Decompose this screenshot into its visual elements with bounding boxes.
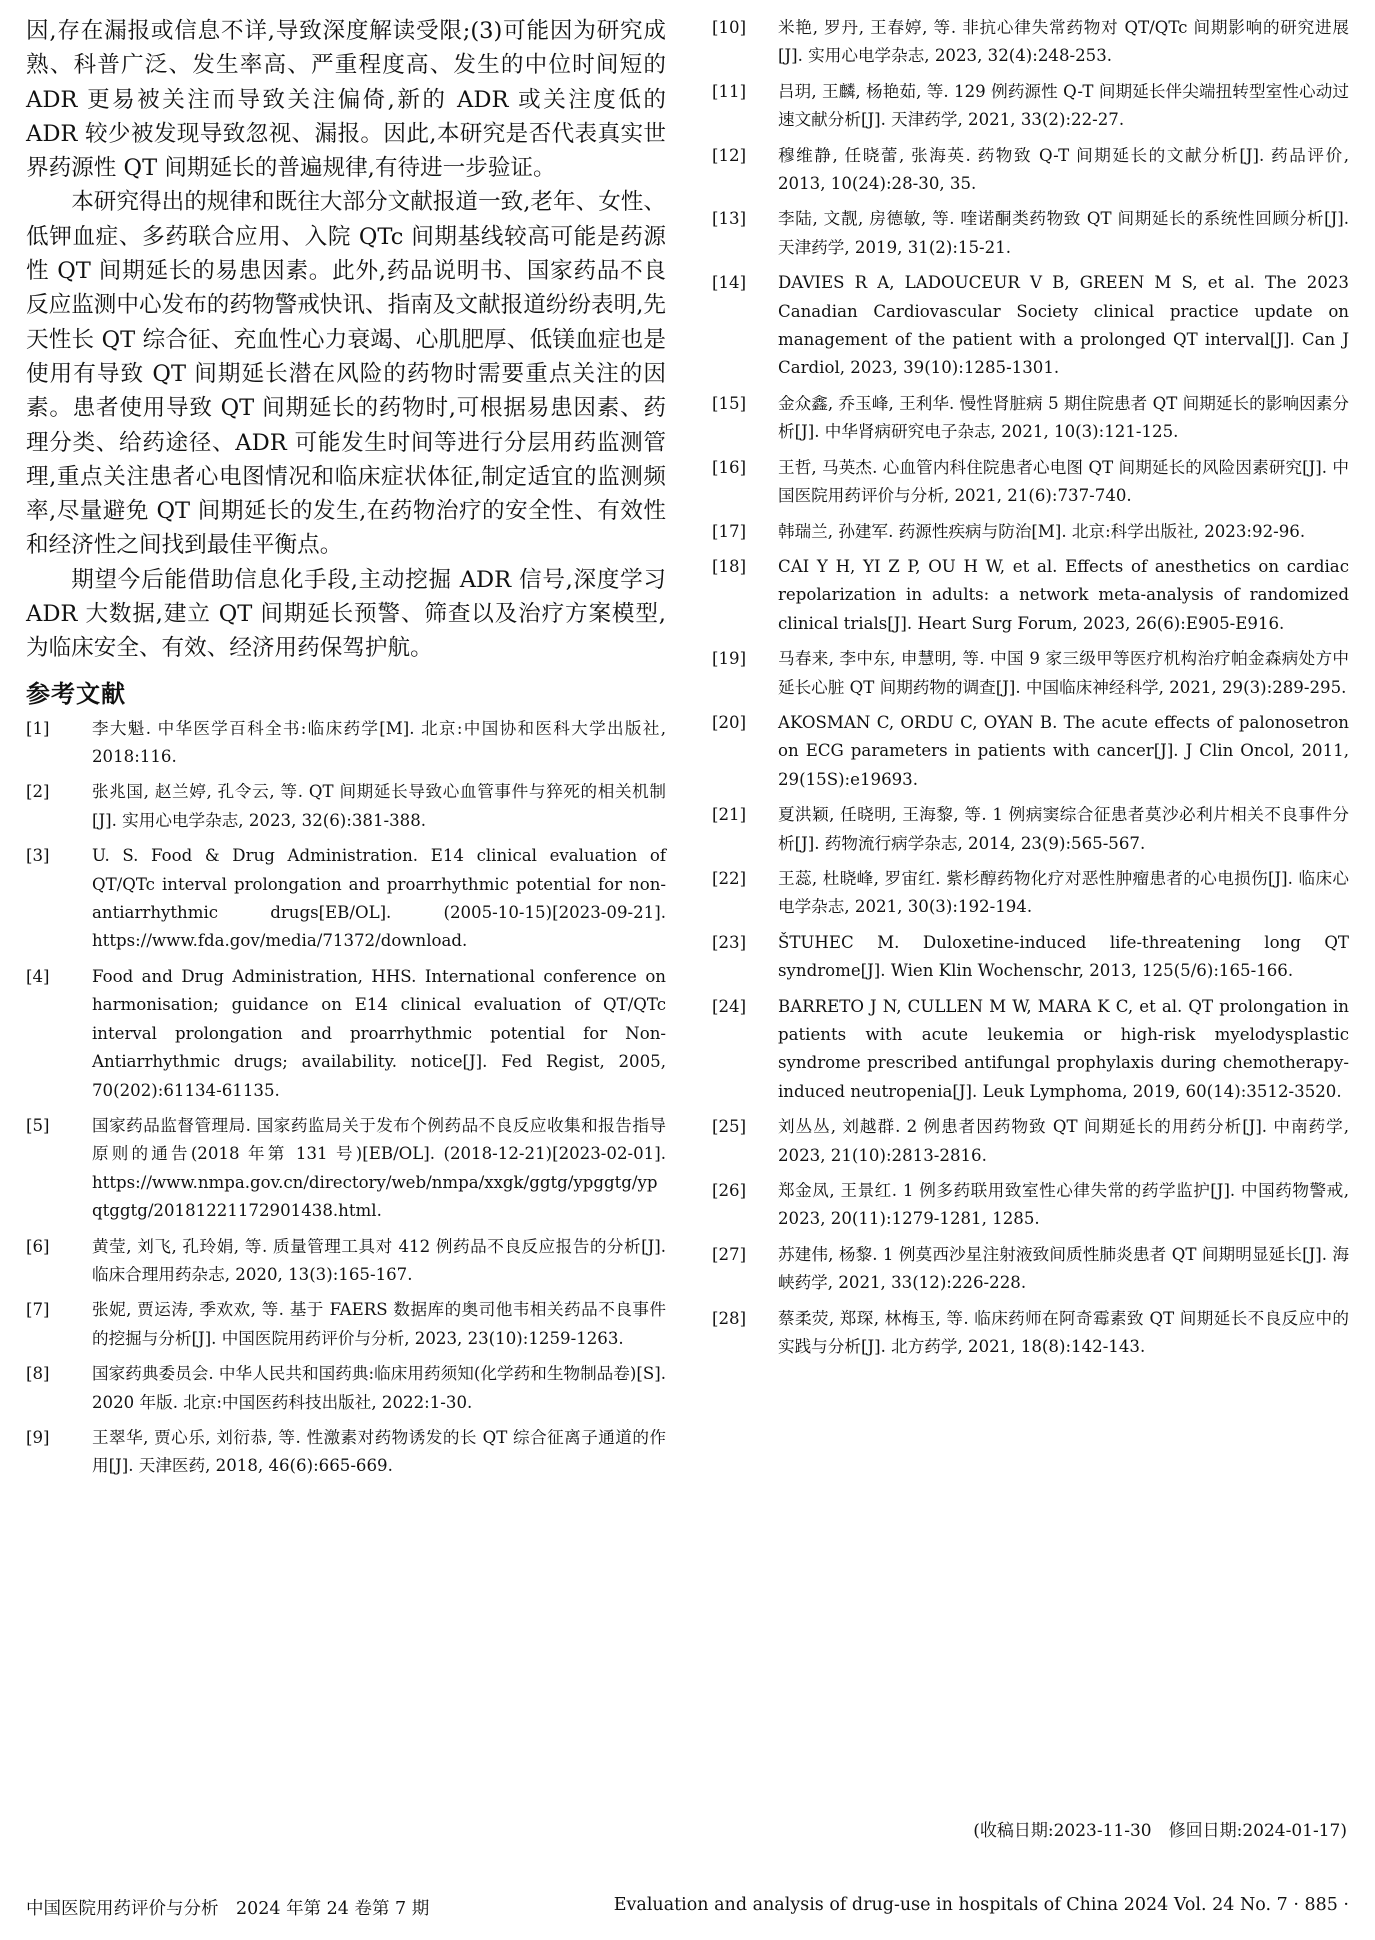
reference-text: 金众鑫, 乔玉峰, 王利华. 慢性肾脏病 5 期住院患者 QT 间期延长的影响因素分析[J]. 中华肾病研究电子杂志, 2021, 10(3):121-125. <box>778 393 1349 442</box>
reference-number: [25] <box>712 1117 747 1137</box>
reference-number: [16] <box>712 457 747 477</box>
references-list-left <box>26 715 666 1481</box>
reference-item <box>26 778 666 835</box>
reference-number: [4] <box>26 966 50 986</box>
paragraph: 本研究得出的规律和既往大部分文献报道一致,老年、女性、低钾血症、多药联合应用、入院 QTc 间期基线较高可能是药源性 QT 间期延长的易患因素。此外,药品说明书、国家药品不良反应监测中心发布的药物警戒快讯、指南及文献报道纷纷表明,先天性长 QT 综合征、充血性心力衰竭、心肌肥厚、低镁血症也是使用有导致 QT 间期延长潜在风险的药物时需要重点关注的因素。患者使用导致 QT 间期延长的药物时,可根据易患因素、药理分类、给药途径、ADR 可能发生时间等进行分层用药监测管理,重点关注患者心电图情况和临床症状体征,制定适宜的监测频率,尽量避免 QT 间期延长的发生,在药物治疗的安全性、有效性和经济性之间找到最佳平衡点。 <box>26 189 666 559</box>
reference-number: [2] <box>26 782 50 802</box>
reference-text: 刘丛丛, 刘越群. 2 例患者因药物致 QT 间期延长的用药分析[J]. 中南药学, 2023, 21(10):2813-2816. <box>778 1117 1349 1165</box>
reference-text: 王翠华, 贾心乐, 刘衍恭, 等. 性激素对药物诱发的长 QT 综合征离子通道的作用[J]. 天津医药, 2018, 46(6):665-669. <box>92 1427 666 1476</box>
reference-number: [9] <box>26 1427 50 1447</box>
reference-text: 国家药品监督管理局. 国家药监局关于发布个例药品不良反应收集和报告指导原则的通告(2018 年第 131 号)[EB/OL]. (2018-12-21)[2023-02-01]. https://www.nmpa.gov.cn/directory/web/nmpa/xxgk/ggtg/ypggtg/ypqtggtg/20181221172901438.html. <box>92 1115 666 1221</box>
reference-number: [22] <box>712 868 747 888</box>
reference-item <box>712 645 1349 702</box>
reference-item <box>712 14 1349 71</box>
reference-item <box>712 993 1349 1107</box>
reference-text: AKOSMAN C, ORDU C, OYAN B. The acute effects of palonosetron on ECG parameters in patients with cancer[J]. J Clin Oncol, 2011, 29(15S):e19693. <box>778 712 1349 789</box>
reference-text: 吕玥, 王麟, 杨艳茹, 等. 129 例药源性 Q-T 间期延长伴尖端扭转型室性心动过速文献分析[J]. 天津药学, 2021, 33(2):22-27. <box>778 81 1349 130</box>
reference-number: [26] <box>712 1181 747 1201</box>
reference-text: CAI Y H, YI Z P, OU H W, et al. Effects of anesthetics on cardiac repolarization in adults: a network meta-analysis of randomized clinical trials[J]. Heart Surg Forum, 2023, 26(6):E905-E916. <box>778 556 1349 633</box>
reference-number: [7] <box>26 1300 50 1320</box>
reference-number: [5] <box>26 1115 50 1135</box>
reference-text: 苏建伟, 杨黎. 1 例莫西沙星注射液致间质性肺炎患者 QT 间期明显延长[J]. 海峡药学, 2021, 33(12):226-228. <box>778 1244 1349 1293</box>
reference-text: 米艳, 罗丹, 王春婷, 等. 非抗心律失常药物对 QT/QTc 间期影响的研究进展[J]. 实用心电学杂志, 2023, 32(4):248-253. <box>778 18 1349 66</box>
reference-number: [18] <box>712 556 747 576</box>
reference-number: [28] <box>712 1308 747 1328</box>
reference-text: BARRETO J N, CULLEN M W, MARA K C, et al. QT prolongation in patients with acute leukemia or high-risk myelodysplastic syndrome prescribed antifungal prophylaxis during chemotherapy-induced neutropenia[J]. Leuk Lymphoma, 2019, 60(14):3512-3520. <box>778 996 1349 1101</box>
reference-number: [6] <box>26 1236 50 1256</box>
reference-number: [3] <box>26 846 50 866</box>
page-footer <box>26 1895 1349 1925</box>
reference-text: 国家药典委员会. 中华人民共和国药典:临床用药须知(化学药和生物制品卷)[S]. 2020 年版. 北京:中国医药科技出版社, 2022:1-30. <box>92 1364 666 1412</box>
reference-text: 黄莹, 刘飞, 孔玲娟, 等. 质量管理工具对 412 例药品不良反应报告的分析[J]. 临床合理用药杂志, 2020, 13(3):165-167. <box>92 1236 666 1284</box>
reference-text: 蔡柔荧, 郑琛, 林梅玉, 等. 临床药师在阿奇霉素致 QT 间期延长不良反应中的实践与分析[J]. 北方药学, 2021, 18(8):142-143. <box>778 1308 1349 1357</box>
reference-number: [17] <box>712 521 747 541</box>
reference-text: Food and Drug Administration, HHS. International conference on harmonisation; guidance on E14 clinical evaluation of QT/QTc interval prolongation and proarrhythmic potential for Non-Antiarrhythmic drugs; availability. notice[J]. Fed Regist, 2005, 70(202):61134-61135. <box>92 966 666 1100</box>
reference-text: 王哲, 马英杰. 心血管内科住院患者心电图 QT 间期延长的风险因素研究[J]. 中国医院用药评价与分析, 2021, 21(6):737-740. <box>778 457 1349 506</box>
reference-item <box>712 1177 1349 1234</box>
reference-number: [1] <box>26 718 50 738</box>
reference-number: [19] <box>712 649 747 669</box>
reference-item <box>712 269 1349 383</box>
reference-text: 李大魁. 中华医学百科全书:临床药学[M]. 北京:中国协和医科大学出版社, 2018:116. <box>92 718 666 767</box>
reference-item <box>712 390 1349 447</box>
reference-number: [23] <box>712 932 747 952</box>
reference-item <box>712 1305 1349 1362</box>
right-column <box>712 14 1349 1368</box>
reference-number: [8] <box>26 1364 50 1384</box>
reference-text: 张妮, 贾运涛, 季欢欢, 等. 基于 FAERS 数据库的奥司他韦相关药品不良事件的挖掘与分析[J]. 中国医院用药评价与分析, 2023, 23(10):1259-1263. <box>92 1300 666 1348</box>
reference-number: [15] <box>712 393 747 413</box>
reference-item <box>712 518 1349 546</box>
reference-item <box>26 1112 666 1226</box>
footer-journal-cn: 中国医院用药评价与分析 2024 年第 24 卷第 7 期 <box>26 1899 430 1919</box>
reference-item <box>712 142 1349 199</box>
reference-item <box>712 78 1349 135</box>
reference-text: 穆维静, 任晓蕾, 张海英. 药物致 Q-T 间期延长的文献分析[J]. 药品评价, 2013, 10(24):28-30, 35. <box>778 145 1349 194</box>
reference-item <box>26 1424 666 1481</box>
reference-text: ŠTUHEC M. Duloxetine-induced life-threatening long QT syndrome[J]. Wien Klin Wochenschr, 2013, 125(5/6):165-166. <box>778 932 1349 981</box>
reference-item <box>26 1233 666 1290</box>
paragraph: 因,存在漏报或信息不详,导致深度解读受限;(3)可能因为研究成熟、科普广泛、发生率高、严重程度高、发生的中位时间短的 ADR 更易被关注而导致关注偏倚,新的 ADR 或关注度低的 ADR 较少被发现导致忽视、漏报。因此,本研究是否代表真实世界药源性 QT 间期延长的普遍规律,有待进一步验证。 <box>26 18 666 182</box>
reference-text: U. S. Food & Drug Administration. E14 clinical evaluation of QT/QTc interval prolongation and proarrhythmic potential for non-antiarrhythmic drugs[EB/OL]. (2005-10-15)[2023-09-21]. https://www.fda.gov/media/71372/download. <box>92 846 666 951</box>
reference-number: [24] <box>712 996 747 1016</box>
reference-text: 张兆国, 赵兰婷, 孔令云, 等. QT 间期延长导致心血管事件与猝死的相关机制[J]. 实用心电学杂志, 2023, 32(6):381-388. <box>92 782 666 830</box>
body-text <box>26 14 666 666</box>
reference-item <box>712 553 1349 638</box>
footer-journal-en: Evaluation and analysis of drug-use in hospitals of China 2024 Vol. 24 No. 7 · 885 · <box>613 1895 1349 1915</box>
reference-text: DAVIES R A, LADOUCEUR V B, GREEN M S, et al. The 2023 Canadian Cardiovascular Society clinical practice update on management of the patient with a prolonged QT interval[J]. Can J Cardiol, 2023, 39(10):1285-1301. <box>778 273 1349 378</box>
reference-number: [27] <box>712 1244 747 1264</box>
reference-text: 马春来, 李中东, 申慧明, 等. 中国 9 家三级甲等医疗机构治疗帕金森病处方中延长心脏 QT 间期药物的调查[J]. 中国临床神经科学, 2021, 29(3):289-295. <box>778 649 1349 697</box>
left-column <box>26 14 666 1488</box>
reference-number: [21] <box>712 805 747 825</box>
paragraph: 期望今后能借助信息化手段,主动挖掘 ADR 信号,深度学习 ADR 大数据,建立 QT 间期延长预警、筛查以及治疗方案模型,为临床安全、有效、经济用药保驾护航。 <box>26 566 666 662</box>
reference-item <box>712 865 1349 922</box>
reference-item <box>26 715 666 772</box>
reference-number: [11] <box>712 81 747 101</box>
reference-item <box>26 1296 666 1353</box>
references-list-right <box>712 14 1349 1361</box>
reference-item <box>26 842 666 956</box>
reference-item <box>712 1113 1349 1170</box>
reference-text: 王蕊, 杜晓峰, 罗宙红. 紫杉醇药物化疗对恶性肿瘤患者的心电损伤[J]. 临床心电学杂志, 2021, 30(3):192-194. <box>778 868 1349 917</box>
reference-number: [20] <box>712 712 747 732</box>
reference-item <box>712 801 1349 858</box>
reference-text: 郑金凤, 王景红. 1 例多药联用致室性心律失常的药学监护[J]. 中国药物警戒, 2023, 20(11):1279-1281, 1285. <box>778 1181 1349 1229</box>
reference-item <box>712 929 1349 986</box>
reference-item <box>712 1241 1349 1298</box>
reference-number: [12] <box>712 145 747 165</box>
reference-item <box>712 709 1349 794</box>
reference-text: 李陆, 文靓, 房德敏, 等. 喹诺酮类药物致 QT 间期延长的系统性回顾分析[J]. 天津药学, 2019, 31(2):15-21. <box>778 209 1349 257</box>
received-date-note: (收稿日期:2023-11-30 修回日期:2024-01-17) <box>973 1821 1347 1841</box>
reference-item <box>712 205 1349 262</box>
reference-text: 韩瑞兰, 孙建军. 药源性疾病与防治[M]. 北京:科学出版社, 2023:92-96. <box>778 521 1306 541</box>
reference-item <box>26 963 666 1105</box>
reference-number: [13] <box>712 209 747 229</box>
reference-number: [14] <box>712 273 747 293</box>
reference-item <box>712 454 1349 511</box>
reference-number: [10] <box>712 18 747 37</box>
reference-item <box>26 1360 666 1417</box>
references-heading: 参考文献 <box>26 679 126 708</box>
reference-text: 夏洪颖, 任晓明, 王海黎, 等. 1 例病窦综合征患者莫沙必利片相关不良事件分析[J]. 药物流行病学杂志, 2014, 23(9):565-567. <box>778 805 1349 853</box>
